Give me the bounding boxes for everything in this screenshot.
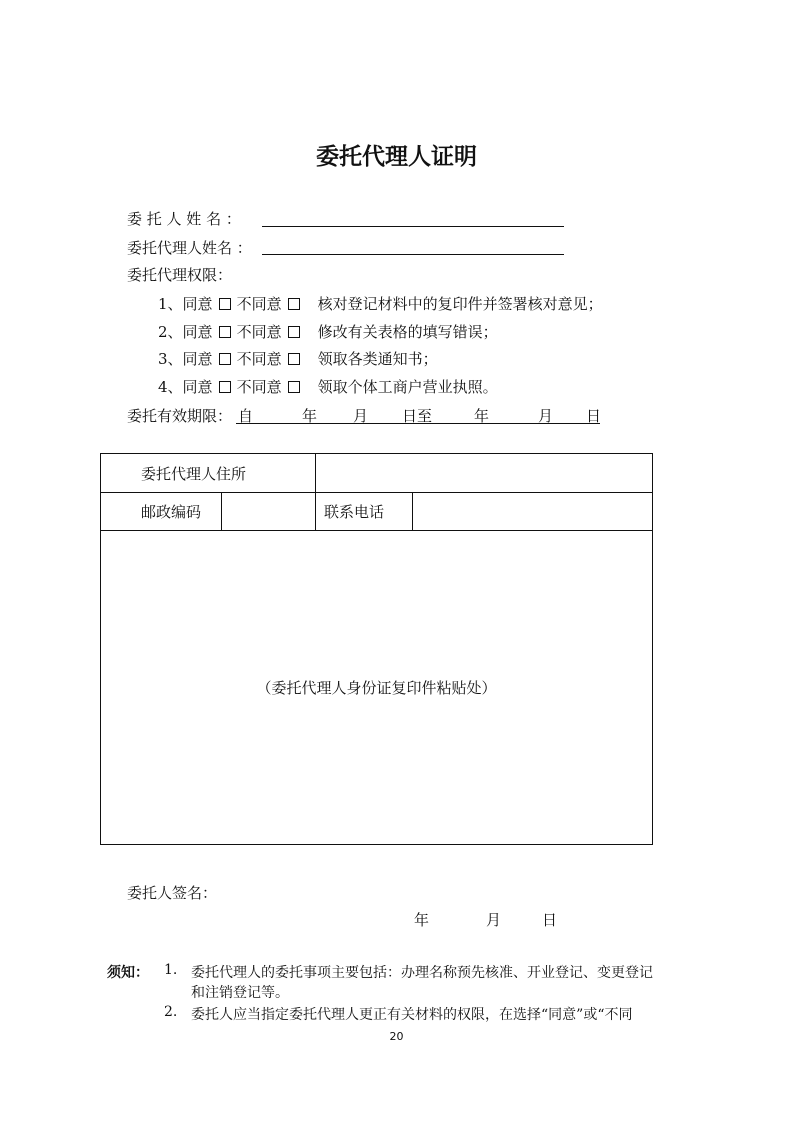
permission-number: 2、 xyxy=(158,323,183,341)
note-number: 2. xyxy=(164,1004,178,1020)
address-cell[interactable] xyxy=(316,454,653,493)
agree-checkbox[interactable] xyxy=(219,381,231,393)
agree-checkbox[interactable] xyxy=(219,326,231,338)
agent-name-label: 委托代理人姓名 ： xyxy=(127,239,252,257)
validity-year-1: 年 xyxy=(302,407,318,425)
address-label: 委托代理人住所 xyxy=(101,454,316,493)
agree-label: 同意 xyxy=(182,350,213,368)
disagree-checkbox[interactable] xyxy=(288,326,300,338)
validity-month-1: 月 xyxy=(353,407,369,425)
note-number: 1. xyxy=(164,962,178,978)
page-number: 20 xyxy=(389,1030,404,1043)
validity-day-to: 日至 xyxy=(402,407,433,425)
permission-item xyxy=(158,293,603,314)
permission-number: 1、 xyxy=(158,295,183,313)
agree-label: 同意 xyxy=(182,378,213,396)
validity-month-2: 月 xyxy=(538,407,554,425)
principal-name-label: 委 托 人 姓 名 ： xyxy=(127,210,241,228)
postcode-cell[interactable] xyxy=(222,493,316,531)
signature-label: 委托人签名： xyxy=(127,884,218,902)
principal-name-line[interactable] xyxy=(262,226,564,227)
agree-checkbox[interactable] xyxy=(219,298,231,310)
permission-text: 核对登记材料中的复印件并签署核对意见； xyxy=(317,295,603,313)
disagree-checkbox[interactable] xyxy=(288,298,300,310)
disagree-label: 不同意 xyxy=(236,323,282,341)
disagree-label: 不同意 xyxy=(236,350,282,368)
validity-label: 委托有效期限： xyxy=(127,407,233,425)
disagree-label: 不同意 xyxy=(236,295,282,313)
phone-label: 联系电话 xyxy=(316,493,413,531)
permission-number: 4、 xyxy=(158,378,183,396)
authority-label: 委托代理权限： xyxy=(127,266,233,284)
validity-from: 自 xyxy=(238,407,254,425)
signature-day: 日 xyxy=(542,911,558,929)
permission-number: 3、 xyxy=(158,350,183,368)
note-text: 和注销登记等。 xyxy=(191,985,289,1001)
agree-label: 同意 xyxy=(182,323,213,341)
notes-label: 须知： xyxy=(107,965,149,981)
signature-year: 年 xyxy=(414,911,430,929)
agent-info-table xyxy=(100,453,653,845)
permission-item xyxy=(158,348,438,369)
agree-checkbox[interactable] xyxy=(219,353,231,365)
id-copy-paste-area[interactable] xyxy=(101,531,653,845)
agree-label: 同意 xyxy=(182,295,213,313)
page-title: 委托代理人证明 xyxy=(316,143,477,170)
id-copy-placeholder: （委托代理人身份证复印件粘贴处） xyxy=(256,679,497,697)
signature-month: 月 xyxy=(486,911,502,929)
disagree-checkbox[interactable] xyxy=(288,381,300,393)
permission-text: 修改有关表格的填写错误； xyxy=(317,323,498,341)
disagree-checkbox[interactable] xyxy=(288,353,300,365)
note-text: 委托代理人的委托事项主要包括：办理名称预先核准、开业登记、变更登记 xyxy=(191,965,653,981)
permission-item xyxy=(158,321,498,342)
disagree-label: 不同意 xyxy=(236,378,282,396)
note-text: 委托人应当指定委托代理人更正有关材料的权限，在选择“同意”或“不同 xyxy=(191,1007,633,1023)
permission-item xyxy=(158,376,498,397)
permission-text: 领取各类通知书； xyxy=(317,350,438,368)
postcode-label: 邮政编码 xyxy=(101,493,222,531)
agent-name-line[interactable] xyxy=(262,254,564,255)
permission-text: 领取个体工商户营业执照。 xyxy=(317,378,498,396)
phone-cell[interactable] xyxy=(413,493,653,531)
validity-year-2: 年 xyxy=(474,407,490,425)
validity-day-2: 日 xyxy=(586,407,602,425)
